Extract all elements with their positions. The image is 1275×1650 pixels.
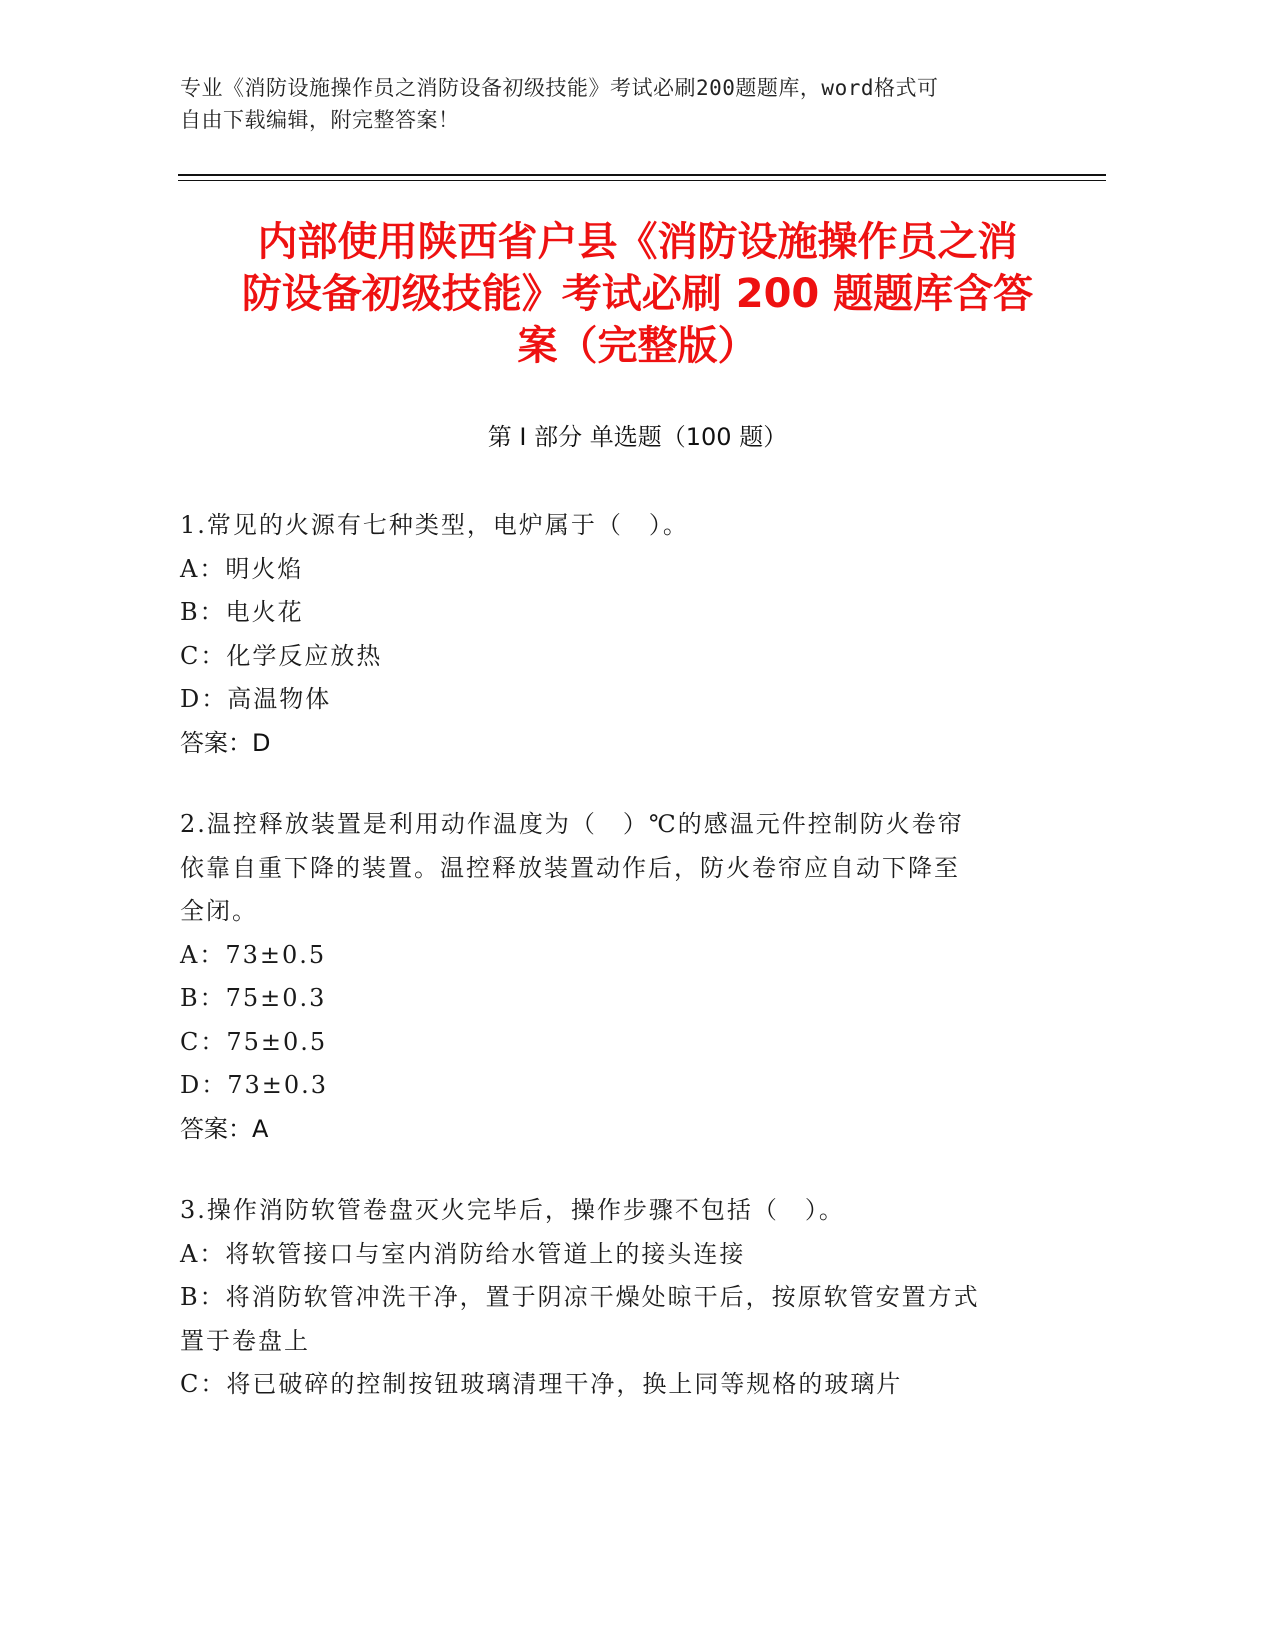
- header-rule-thin: [178, 180, 1106, 181]
- option-a: A：73±0.5: [180, 940, 327, 969]
- answer-line: 答案：D: [180, 728, 271, 757]
- question-1: [180, 504, 1040, 765]
- question-stem: 1.常见的火源有七种类型，电炉属于（ ）。: [180, 511, 689, 539]
- question-stem-continued: 依靠自重下降的装置。温控释放装置动作后，防火卷帘应自动下降至: [180, 853, 960, 882]
- header-note-line-2: 自由下载编辑，附完整答案！: [180, 108, 460, 132]
- question-stem: 2.温控释放装置是利用动作温度为（ ）℃的感温元件控制防火卷帘: [180, 810, 964, 838]
- header-note: [180, 72, 1060, 136]
- option-b: B：将消防软管冲洗干净，置于阴凉干燥处晾干后，按原软管安置方式: [180, 1283, 980, 1311]
- question-stem-continued: 全闭。: [180, 897, 258, 925]
- option-a: A：明火焰: [180, 554, 304, 583]
- option-c: C：75±0.5: [180, 1027, 328, 1056]
- option-c: C：将已破碎的控制按钮玻璃清理干净，换上同等规格的玻璃片: [180, 1370, 903, 1398]
- option-c: C：化学反应放热: [180, 641, 383, 670]
- header-rule-thick: [178, 174, 1106, 176]
- title-line-2: 防设备初级技能》考试必刷 200 题题库含答: [241, 271, 1034, 317]
- question-2: [180, 803, 1040, 1151]
- document-title: [150, 216, 1125, 372]
- option-d: D：高温物体: [180, 685, 332, 713]
- option-d: D：73±0.3: [180, 1071, 329, 1099]
- question-3: [180, 1189, 1040, 1407]
- question-list: [180, 504, 1040, 1445]
- header-note-line-1: 专业《消防设施操作员之消防设备初级技能》考试必刷200题题库，word格式可: [180, 76, 939, 100]
- title-line-3: 案（完整版）: [517, 323, 758, 369]
- question-stem: 3.操作消防软管卷盘灭火完毕后，操作步骤不包括（ ）。: [180, 1196, 845, 1224]
- option-b: B：75±0.3: [180, 984, 327, 1012]
- answer-line: 答案：A: [180, 1114, 269, 1143]
- option-a: A：将软管接口与室内消防给水管道上的接头连接: [180, 1239, 746, 1268]
- title-line-1: 内部使用陕西省户县《消防设施操作员之消: [257, 219, 1018, 265]
- option-b-continued: 置于卷盘上: [180, 1326, 310, 1355]
- section-heading: 第 I 部分 单选题（100 题）: [487, 423, 788, 451]
- option-b: B：电火花: [180, 598, 304, 626]
